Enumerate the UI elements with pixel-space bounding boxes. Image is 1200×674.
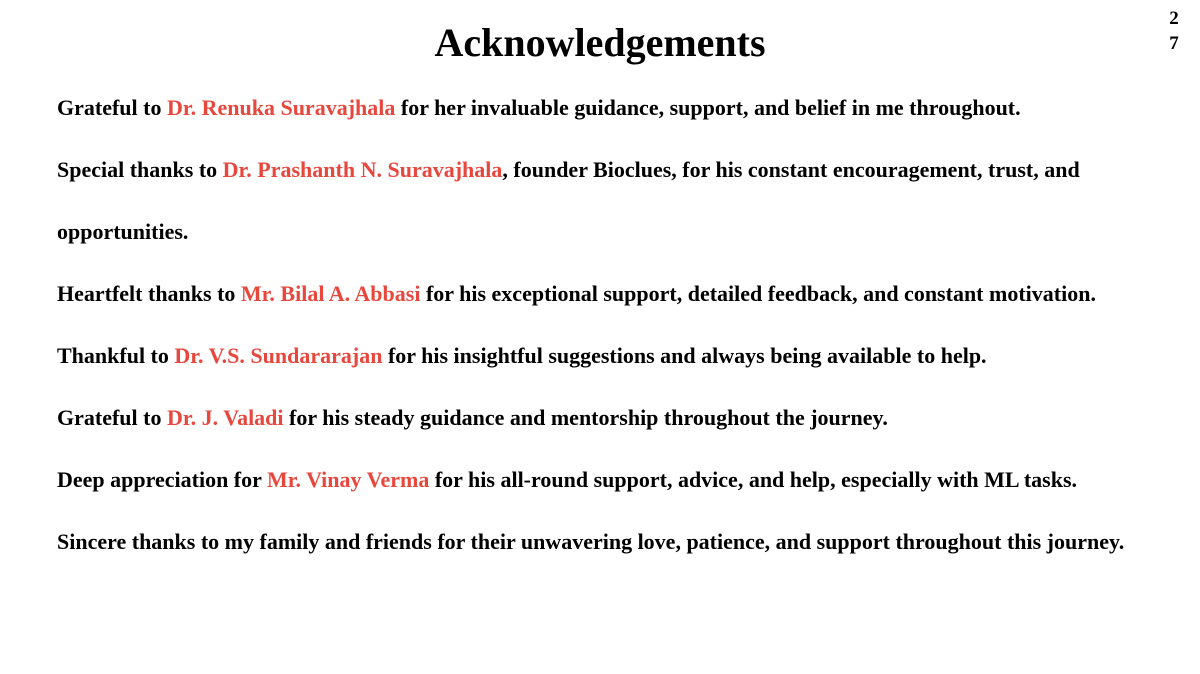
paragraph-text: Thankful to (57, 343, 175, 368)
paragraph-text: for his exceptional support, detailed feedback, and constant motivation. (420, 281, 1096, 306)
acknowledgement-paragraph (57, 77, 1177, 139)
acknowledgement-paragraph (57, 263, 1177, 325)
page-number: 27 (1169, 8, 1179, 54)
paragraph-text: , founder Bioclues, for his constant encouragement, trust, and opportunities. (57, 157, 1080, 244)
highlighted-name: Dr. Prashanth N. Suravajhala (222, 157, 503, 182)
paragraph-text: for his all-round support, advice, and help, especially with ML tasks. (429, 467, 1078, 492)
acknowledgements-body (57, 77, 1177, 573)
highlighted-name: Mr. Vinay Verma (267, 467, 430, 492)
page-title: Acknowledgements (434, 20, 766, 65)
paragraph-text: Special thanks to (57, 157, 223, 182)
paragraph-text: Sincere thanks to my family and friends for their unwavering love, patience, and support throughout this journey. (57, 529, 1125, 554)
paragraph-text: for his steady guidance and mentorship throughout the journey. (283, 405, 888, 430)
paragraph-text: for his insightful suggestions and always being available to help. (382, 343, 987, 368)
highlighted-name: Dr. V.S. Sundararajan (174, 343, 383, 368)
paragraph-text: Heartfelt thanks to (57, 281, 241, 306)
acknowledgement-paragraph (57, 139, 1177, 263)
acknowledgement-paragraph (57, 449, 1177, 511)
paragraph-text: Grateful to (57, 95, 167, 120)
highlighted-name: Dr. Renuka Suravajhala (166, 95, 396, 120)
acknowledgement-paragraph (57, 387, 1177, 449)
highlighted-name: Dr. J. Valadi (166, 405, 284, 430)
acknowledgement-paragraph (57, 325, 1177, 387)
paragraph-text: for her invaluable guidance, support, and belief in me throughout. (395, 95, 1021, 120)
paragraph-text: Deep appreciation for (57, 467, 267, 492)
paragraph-text: Grateful to (57, 405, 167, 430)
acknowledgement-paragraph (57, 511, 1177, 573)
highlighted-name: Mr. Bilal A. Abbasi (240, 281, 421, 306)
